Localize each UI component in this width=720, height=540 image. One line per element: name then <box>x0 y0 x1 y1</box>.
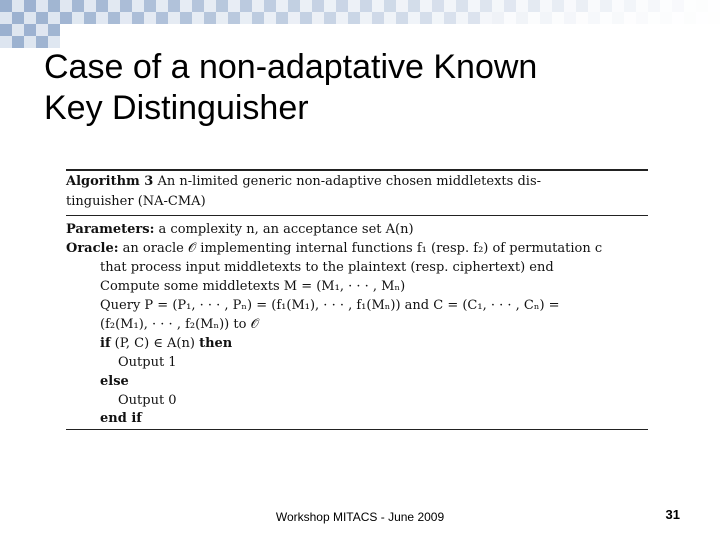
checker-cell <box>48 0 60 12</box>
checker-cell <box>444 12 456 24</box>
checker-cell <box>156 12 168 24</box>
parameters-text: a complexity n, an acceptance set A(n) <box>158 222 414 237</box>
checker-cell <box>348 0 360 12</box>
checker-cell <box>648 12 660 24</box>
checker-cell <box>120 12 132 24</box>
checker-cell <box>180 0 192 12</box>
checker-cell <box>660 0 672 12</box>
checker-cell <box>312 12 324 24</box>
checker-cell <box>24 12 36 24</box>
checker-cell <box>624 12 636 24</box>
algorithm-caption-line-2: tinguisher (NA-CMA) <box>66 194 206 209</box>
checker-cell <box>288 0 300 12</box>
checker-cell <box>276 0 288 12</box>
parameters-line <box>66 221 414 239</box>
checker-cell <box>696 12 708 24</box>
checker-cell <box>624 0 636 12</box>
checker-cell <box>672 12 684 24</box>
checker-cell <box>684 0 696 12</box>
checker-cell <box>264 0 276 12</box>
checker-cell <box>684 12 696 24</box>
checker-cell <box>492 12 504 24</box>
checker-cell <box>396 0 408 12</box>
checker-cell <box>444 0 456 12</box>
checker-cell <box>252 0 264 12</box>
checker-cell <box>432 0 444 12</box>
output-0-line: Output 0 <box>118 393 177 408</box>
checker-cell <box>612 12 624 24</box>
checker-cell <box>192 0 204 12</box>
checker-cell <box>612 0 624 12</box>
checker-cell <box>192 12 204 24</box>
checker-cell <box>696 0 708 12</box>
checker-cell <box>96 12 108 24</box>
checker-cell <box>312 0 324 12</box>
checker-cell <box>204 0 216 12</box>
checker-cell <box>564 12 576 24</box>
checker-cell <box>144 0 156 12</box>
checker-cell <box>24 0 36 12</box>
checker-cell <box>552 12 564 24</box>
checker-cell <box>636 0 648 12</box>
checker-cell <box>708 12 720 24</box>
checker-cell <box>456 0 468 12</box>
checker-cell <box>60 12 72 24</box>
checker-cell <box>516 12 528 24</box>
checker-cell <box>48 24 60 36</box>
algorithm-top-rule <box>66 169 648 171</box>
algorithm-caption-rule <box>66 215 648 216</box>
page-number: 31 <box>665 507 680 522</box>
checker-cell <box>600 12 612 24</box>
checker-cell <box>504 0 516 12</box>
checker-cell <box>348 12 360 24</box>
if-line <box>66 335 232 353</box>
checker-cell <box>168 12 180 24</box>
checker-cell <box>336 0 348 12</box>
checker-cell <box>420 0 432 12</box>
checker-cell <box>12 36 24 48</box>
checker-cell <box>588 12 600 24</box>
title-line-1: Case of a non-adaptative Known <box>44 48 538 86</box>
checker-cell <box>264 12 276 24</box>
checker-cell <box>132 0 144 12</box>
algorithm-caption-label: Algorithm 3 <box>66 174 154 189</box>
checker-cell <box>708 0 720 12</box>
checker-cell <box>372 0 384 12</box>
checker-cell <box>408 0 420 12</box>
if-keyword: if <box>100 336 111 351</box>
oracle-text: an oracle 𝒪 implementing internal functions f₁ (resp. f₂) of permutation c <box>122 241 603 256</box>
checker-cell <box>204 12 216 24</box>
oracle-line <box>66 240 602 258</box>
else-line: else <box>100 374 129 389</box>
oracle-label: Oracle: <box>66 241 119 256</box>
query-continuation: (f₂(M₁), · · · , f₂(Mₙ)) to 𝒪 <box>100 317 259 332</box>
checker-cell <box>300 12 312 24</box>
compute-line: Compute some middletexts M = (M₁, · · · , Mₙ) <box>100 279 406 294</box>
checker-cell <box>156 0 168 12</box>
checker-cell <box>0 12 12 24</box>
checker-cell <box>48 12 60 24</box>
checker-cell <box>492 0 504 12</box>
checker-cell <box>480 12 492 24</box>
checker-cell <box>528 0 540 12</box>
checker-cell <box>396 12 408 24</box>
checker-cell <box>672 0 684 12</box>
checker-cell <box>84 12 96 24</box>
checker-cell <box>288 12 300 24</box>
checker-cell <box>216 12 228 24</box>
checker-cell <box>480 0 492 12</box>
checker-cell <box>216 0 228 12</box>
checker-cell <box>540 12 552 24</box>
checker-cell <box>420 12 432 24</box>
checker-cell <box>576 0 588 12</box>
checker-cell <box>324 0 336 12</box>
checker-cell <box>240 12 252 24</box>
algorithm-caption-text: An n-limited generic non-adaptive chosen middletexts dis- <box>157 174 542 189</box>
checker-cell <box>168 0 180 12</box>
checker-cell <box>96 0 108 12</box>
checker-cell <box>36 12 48 24</box>
checker-cell <box>540 0 552 12</box>
output-1-line: Output 1 <box>118 355 177 370</box>
checker-cell <box>108 12 120 24</box>
slide-footer: Workshop MITACS - June 2009 <box>275 510 445 524</box>
checker-cell <box>456 12 468 24</box>
title-line-2: Key Distinguisher <box>44 89 309 127</box>
checker-cell <box>432 12 444 24</box>
checker-cell <box>360 0 372 12</box>
checker-cell <box>588 0 600 12</box>
checker-cell <box>24 24 36 36</box>
checker-cell <box>240 0 252 12</box>
checker-cell <box>252 12 264 24</box>
checker-cell <box>36 0 48 12</box>
checker-cell <box>384 12 396 24</box>
checker-cell <box>576 12 588 24</box>
checker-cell <box>24 36 36 48</box>
checker-cell <box>132 12 144 24</box>
checker-cell <box>564 0 576 12</box>
checker-cell <box>108 0 120 12</box>
checker-cell <box>0 0 12 12</box>
checker-cell <box>228 0 240 12</box>
checker-cell <box>528 12 540 24</box>
slide-title <box>44 47 694 129</box>
query-line: Query P = (P₁, · · · , Pₙ) = (f₁(M₁), · · · , f₁(Mₙ)) and C = (C₁, · · · , Cₙ) = <box>100 298 560 313</box>
checker-cell <box>60 0 72 12</box>
algorithm-caption-line-1 <box>66 173 541 191</box>
checker-cell <box>84 0 96 12</box>
checker-cell <box>636 12 648 24</box>
checker-cell <box>336 12 348 24</box>
then-keyword: then <box>199 336 233 351</box>
oracle-continuation: that process input middletexts to the plaintext (resp. ciphertext) end <box>100 260 554 275</box>
checker-cell <box>468 0 480 12</box>
checker-cell <box>36 24 48 36</box>
checker-cell <box>276 12 288 24</box>
checker-cell <box>72 0 84 12</box>
checker-cell <box>408 12 420 24</box>
end-if-line: end if <box>100 411 142 426</box>
checker-cell <box>180 12 192 24</box>
decorative-checker-band <box>0 0 720 48</box>
checker-cell <box>648 0 660 12</box>
checker-cell <box>372 12 384 24</box>
checker-cell <box>552 0 564 12</box>
checker-cell <box>600 0 612 12</box>
checker-cell <box>144 12 156 24</box>
checker-cell <box>384 0 396 12</box>
checker-cell <box>228 12 240 24</box>
checker-cell <box>12 0 24 12</box>
checker-cell <box>504 12 516 24</box>
checker-cell <box>0 36 12 48</box>
checker-cell <box>516 0 528 12</box>
checker-cell <box>120 0 132 12</box>
if-condition: (P, C) ∈ A(n) <box>114 336 195 351</box>
checker-cell <box>324 12 336 24</box>
checker-cell <box>660 12 672 24</box>
parameters-label: Parameters: <box>66 222 155 237</box>
checker-cell <box>12 12 24 24</box>
checker-cell <box>0 24 12 36</box>
checker-cell <box>468 12 480 24</box>
checker-cell <box>72 12 84 24</box>
checker-cell <box>300 0 312 12</box>
algorithm-bottom-rule <box>66 429 648 430</box>
checker-cell <box>360 12 372 24</box>
checker-cell <box>12 24 24 36</box>
